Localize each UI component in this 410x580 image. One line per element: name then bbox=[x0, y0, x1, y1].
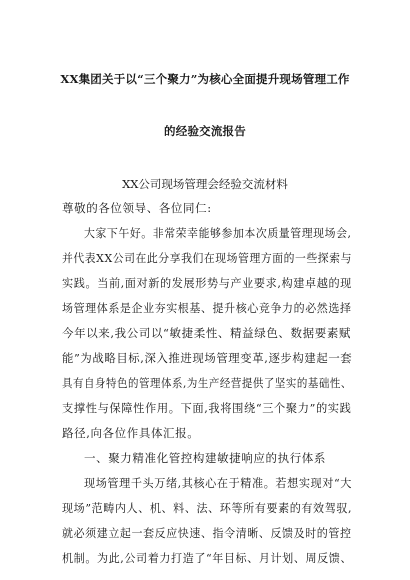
body-line: 大家下午好。非常荣幸能够参加本次质量管理现场会, bbox=[84, 226, 352, 240]
body-line: 能”为战略目标,深入推进现场管理变革,逐步构建起一套 bbox=[62, 351, 353, 365]
body-line: 路径,向各位作具体汇报。 bbox=[62, 426, 200, 440]
document-subtitle: XX公司现场管理会经验交流材料 bbox=[122, 177, 288, 191]
body-line: 场管理体系是企业夯实根基、提升核心竞争力的必然选择 bbox=[62, 301, 352, 315]
body-line: 现场管理千头万绪,其核心在于精准。若想实现对“大 bbox=[84, 476, 352, 490]
body-line: 机制。为此,公司着力打造了“年目标、月计划、周反馈、 bbox=[62, 551, 353, 565]
body-line: 尊敬的各位领导、各位同仁: bbox=[62, 201, 212, 215]
body-line: 今年以来,我公司以“敏捷柔性、精益绿色、数据要素赋 bbox=[62, 326, 352, 340]
body-line: 现场”范畴内人、机、料、法、环等所有要素的有效驾驭, bbox=[62, 501, 353, 515]
body-line: 具有自身特色的管理体系,为生产经营提供了坚实的基础性、 bbox=[62, 376, 352, 390]
document-title-line-2: 的经验交流报告 bbox=[164, 124, 246, 138]
body-line: 并代表XX公司在此分享我们在现场管理方面的一些探索与 bbox=[62, 251, 352, 265]
body-line: 支撑性与保障性作用。下面,我将围绕“三个聚力”的实践 bbox=[62, 401, 352, 415]
section-heading: 一、聚力精准化管控构建敏捷响应的执行体系 bbox=[84, 451, 326, 465]
body-line: 实践。当前,面对新的发展形势与产业要求,构建卓越的现 bbox=[62, 276, 352, 290]
document-title-line-1: XX集团关于以“三个聚力”为核心全面提升现场管理工作 bbox=[60, 72, 350, 86]
body-line: 就必须建立起一套反应快速、指令清晰、反馈及时的管控 bbox=[62, 526, 352, 540]
